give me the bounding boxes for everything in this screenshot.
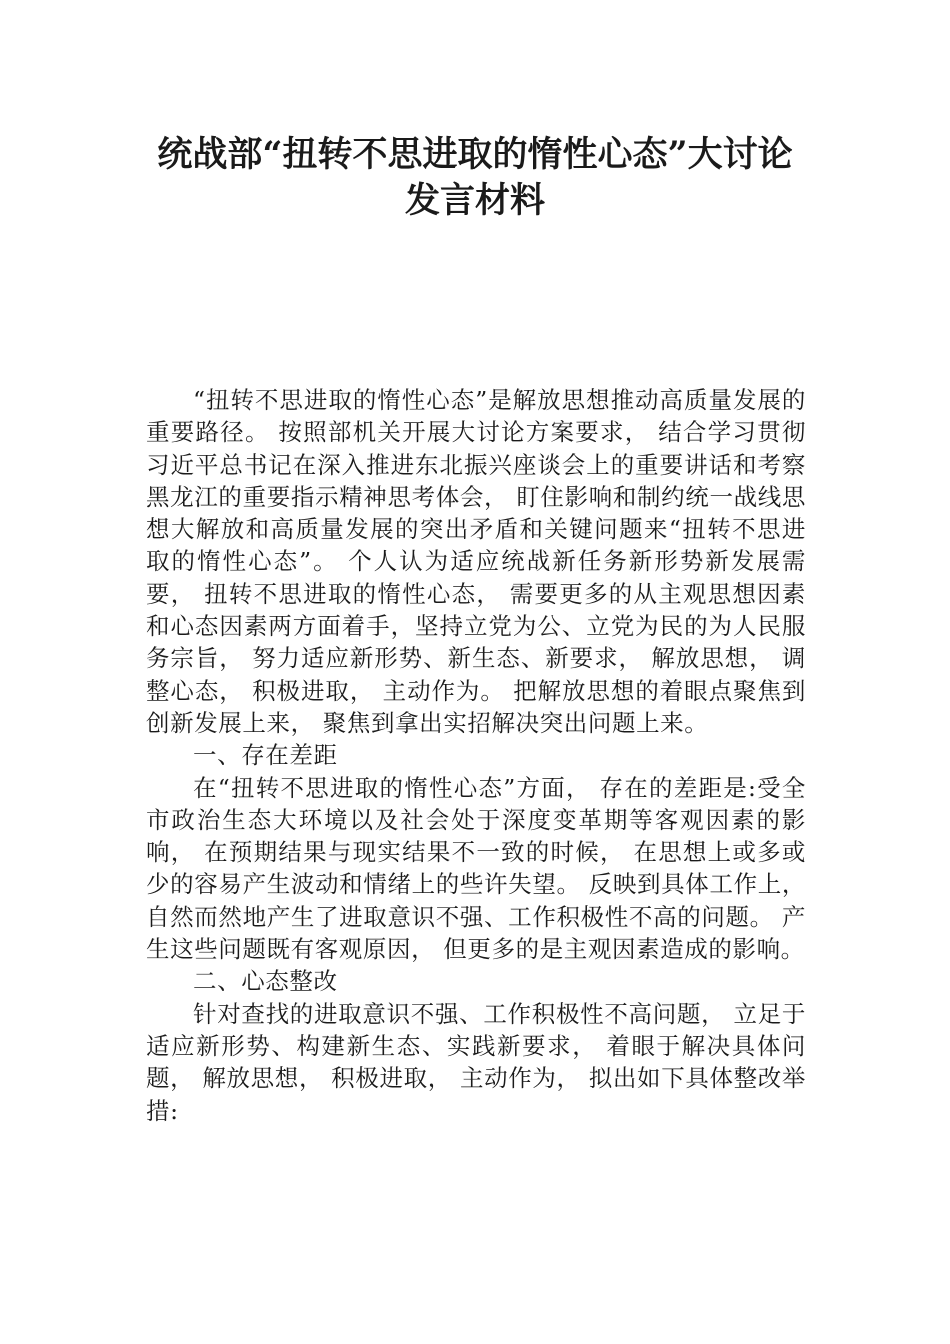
intro-paragraph: “扭转不思进取的惰性心态”是解放思想推动高质量发展的重要路径。 按照部机关开展大讨论方案要求， 结合学习贯彻习近平总书记在深入推进东北振兴座谈会上的重要讲话和考察黑龙江的重要指示精神思考体会， 盯住影响和制约统一战线思想大解放和高质量发展的突出矛盾和关键问题来“扭转不思进取的惰性心态”。 个人认为适应统战新任务新形势新发展需要， 扭转不思进取的惰性心态， 需要更多的从主观思想因素和心态因素两方面着手，坚持立党为公、立党为民的为人民服务宗旨， 努力适应新形势、新生态、新要求， 解放思想， 调整心态， 积极进取， 主动作为。 把解放思想的着眼点聚焦到创新发展上来， 聚焦到拿出实招解决突出问题上来。	[146, 386, 806, 737]
title-line-2: 发言材料	[404, 180, 545, 221]
section-heading-rectify: 二、心态整改	[193, 967, 338, 996]
document-body	[146, 384, 806, 1127]
section-heading-gap: 一、存在差距	[193, 741, 338, 770]
title-line-1: 统战部“扭转不思进取的惰性心态”大讨论	[157, 134, 793, 175]
document-title	[90, 132, 860, 224]
rectify-paragraph: 针对查找的进取意识不强、工作积极性不高问题， 立足于适应新形势、构建新生态、实践新要求， 着眼于解决具体问题， 解放思想， 积极进取， 主动作为， 拟出如下具体整改举措:	[146, 999, 806, 1125]
gap-paragraph: 在“扭转不思进取的惰性心态”方面， 存在的差距是:受全市政治生态大环境以及社会处于深度变革期等客观因素的影响， 在预期结果与现实结果不一致的时候， 在思想上或多或少的容易产生波动和情绪上的些许失望。 反映到具体工作上， 自然而然地产生了进取意识不强、工作积极性不高的问题。 产生这些问题既有客观原因， 但更多的是主观因素造成的影响。	[146, 773, 806, 964]
